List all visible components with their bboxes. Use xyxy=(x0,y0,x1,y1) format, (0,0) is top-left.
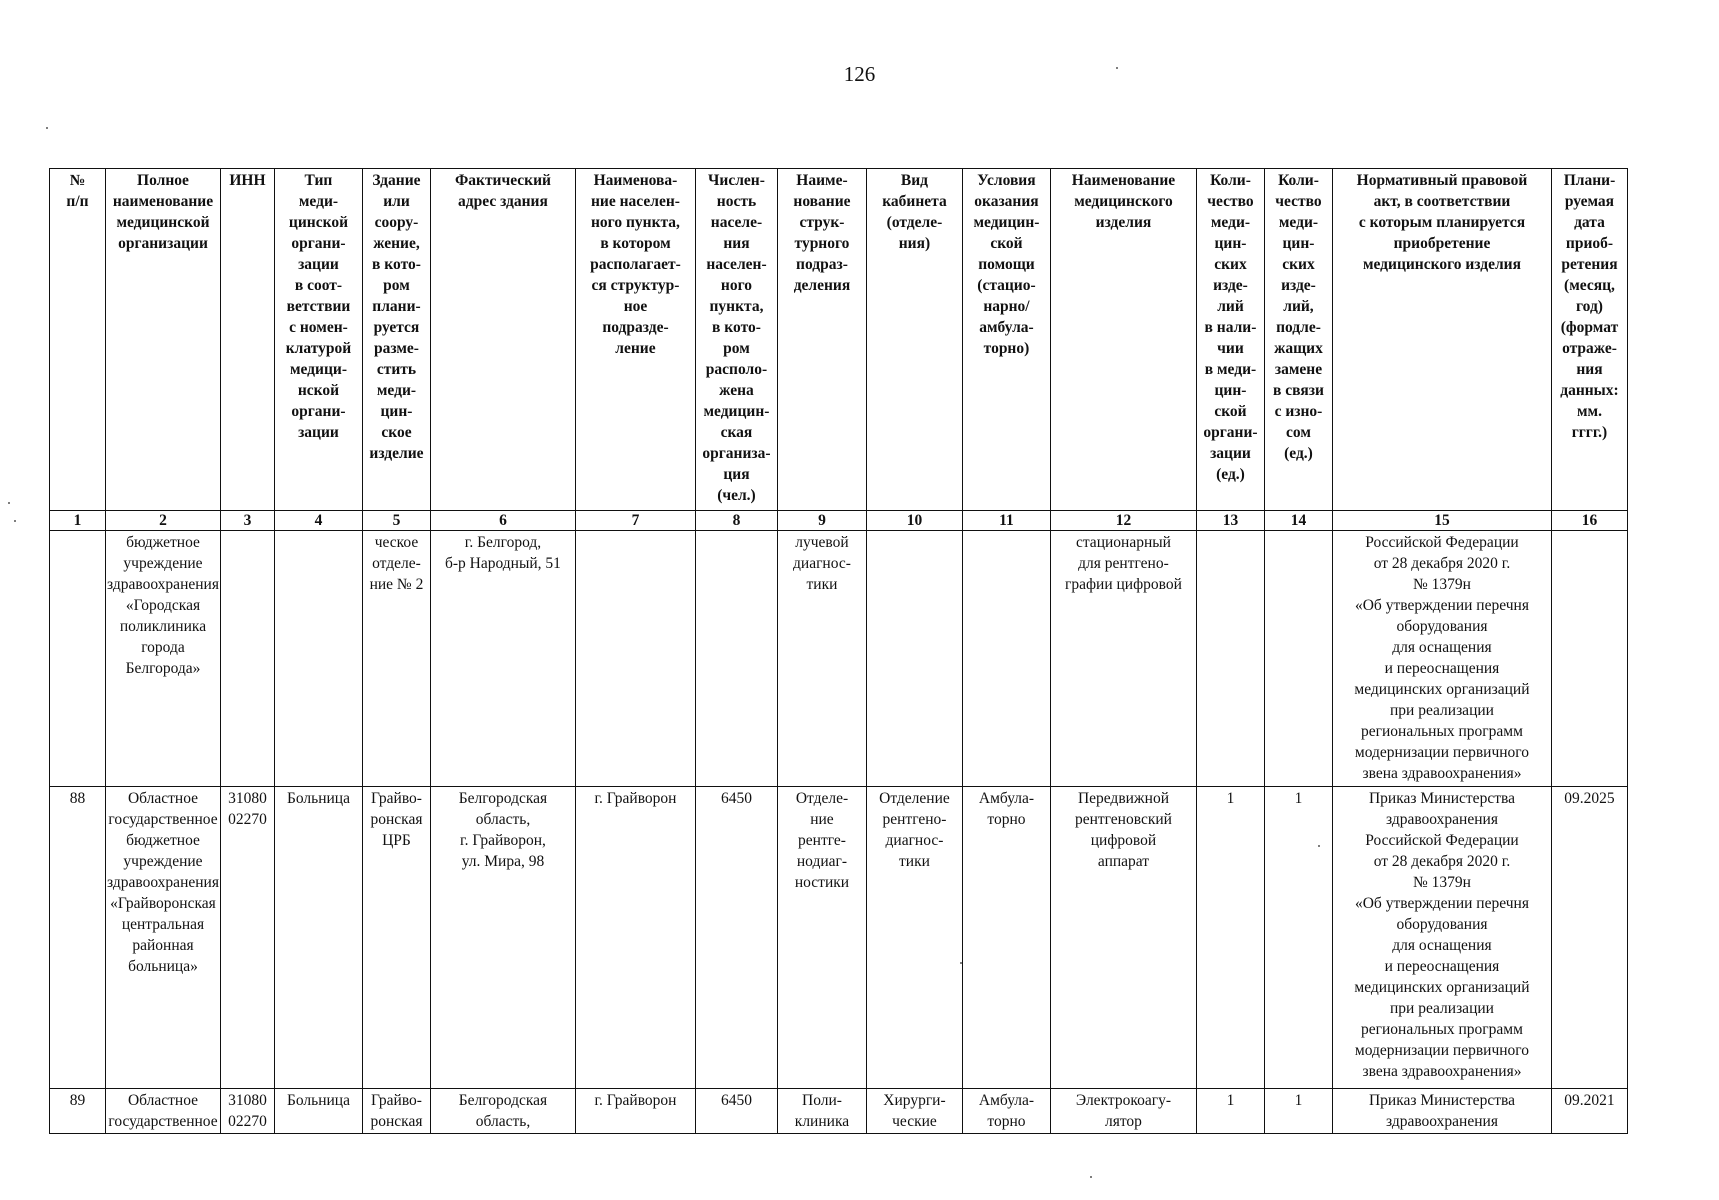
column-number: 2 xyxy=(106,511,221,531)
cell-org-name: бюджетное учреждение здравоохранения «Городская поликлиника города Белгорода» xyxy=(106,531,221,787)
cell-inn: 31080 02270 xyxy=(220,787,274,1089)
cell-conditions: Амбула- торно xyxy=(962,1089,1050,1134)
cell-population: 6450 xyxy=(695,1089,777,1134)
cell-date: 09.2021 xyxy=(1551,1089,1627,1134)
column-number: 10 xyxy=(866,511,962,531)
page-number: 126 xyxy=(843,62,876,86)
cell-inn: 31080 02270 xyxy=(220,1089,274,1134)
cell-date: 09.2025 xyxy=(1551,787,1627,1089)
scan-speck xyxy=(14,520,16,522)
cell-inn xyxy=(220,531,274,787)
cell-date xyxy=(1551,531,1627,787)
cell-locality: г. Грайворон xyxy=(575,787,695,1089)
column-number: 8 xyxy=(695,511,777,531)
table-row xyxy=(50,787,1628,1089)
cell-cabinet-type: Хирурги- ческие xyxy=(866,1089,962,1134)
cell-legal-act: Приказ Министерства здравоохранения Российской Федерации от 28 декабря 2020 г. № 1379н «Об утверждении перечня оборудования для оснащения и переоснащения медицинских организаций при реализации региональных программ модернизации первичного звена здравоохранения» xyxy=(1332,787,1551,1089)
header-cell: Наименова- ние населен- ного пункта, в котором располагает- ся структур- ное подразде- ление xyxy=(575,169,695,511)
cell-subdivision: Отделе- ние рентге- нодиаг- ностики xyxy=(777,787,866,1089)
header-cell: Плани- руемая дата приоб- ретения (месяц, год) (формат отраже- ния данных: мм. гггг.) xyxy=(1551,169,1627,511)
cell-number xyxy=(50,531,106,787)
cell-subdivision: Поли- клиника xyxy=(777,1089,866,1134)
column-number: 11 xyxy=(962,511,1050,531)
column-number: 4 xyxy=(274,511,362,531)
column-number: 9 xyxy=(777,511,866,531)
equipment-table xyxy=(49,168,1628,1134)
header-cell: Полное наименование медицинской организации xyxy=(106,169,221,511)
header-cell: Фактический адрес здания xyxy=(430,169,575,511)
cell-cabinet-type xyxy=(866,531,962,787)
cell-conditions: Амбула- торно xyxy=(962,787,1050,1089)
cell-qty-available: 1 xyxy=(1196,787,1264,1089)
table-row xyxy=(50,531,1628,787)
cell-building: Грайво- ронская ЦРБ xyxy=(362,787,430,1089)
cell-qty-replace: 1 xyxy=(1264,787,1332,1089)
column-number: 14 xyxy=(1264,511,1332,531)
cell-cabinet-type: Отделение рентгено- диагнос- тики xyxy=(866,787,962,1089)
column-number: 15 xyxy=(1332,511,1551,531)
header-cell: Коли- чество меди- цин- ских изде- лий, подле- жащих замене в связи с изно- сом (ед.) xyxy=(1264,169,1332,511)
cell-number: 89 xyxy=(50,1089,106,1134)
cell-org-type: Больница xyxy=(274,1089,362,1134)
cell-building: Грайво- ронская xyxy=(362,1089,430,1134)
column-number: 16 xyxy=(1551,511,1627,531)
scan-speck xyxy=(46,127,48,129)
cell-device-name: Электрокоагу- лятор xyxy=(1050,1089,1196,1134)
scan-speck xyxy=(960,962,962,964)
cell-org-name: Областное государственное бюджетное учреждение здравоохранения «Грайворонская центральная районная больница» xyxy=(106,787,221,1089)
cell-address: г. Белгород, б-р Народный, 51 xyxy=(430,531,575,787)
header-cell: № п/п xyxy=(50,169,106,511)
column-number: 7 xyxy=(575,511,695,531)
cell-device-name: Передвижной рентгеновский цифровой аппарат xyxy=(1050,787,1196,1089)
cell-qty-replace: 1 xyxy=(1264,1089,1332,1134)
column-number: 6 xyxy=(430,511,575,531)
cell-device-name: стационарный для рентгено- графии цифровой xyxy=(1050,531,1196,787)
cell-legal-act: Приказ Министерства здравоохранения xyxy=(1332,1089,1551,1134)
cell-address: Белгородская область, г. Грайворон, ул. Мира, 98 xyxy=(430,787,575,1089)
cell-building: ческое отделе- ние № 2 xyxy=(362,531,430,787)
column-number: 12 xyxy=(1050,511,1196,531)
cell-population: 6450 xyxy=(695,787,777,1089)
cell-org-type: Больница xyxy=(274,787,362,1089)
header-cell: Коли- чество меди- цин- ских изде- лий в нали- чии в меди- цин- ской органи- зации (ед.) xyxy=(1196,169,1264,511)
cell-legal-act: Российской Федерации от 28 декабря 2020 г. № 1379н «Об утверждении перечня оборудования для оснащения и переоснащения медицинских организаций при реализации региональных программ модернизации первичного звена здравоохранения» xyxy=(1332,531,1551,787)
cell-subdivision: лучевой диагнос- тики xyxy=(777,531,866,787)
cell-qty-available: 1 xyxy=(1196,1089,1264,1134)
table-row xyxy=(50,1089,1628,1134)
cell-number: 88 xyxy=(50,787,106,1089)
cell-org-type xyxy=(274,531,362,787)
header-cell: Нормативный правовой акт, в соответствии с которым планируется приобретение медицинского изделия xyxy=(1332,169,1551,511)
scan-speck xyxy=(1318,845,1320,847)
header-cell: Наиме- нование струк- турного подраз- деления xyxy=(777,169,866,511)
cell-locality xyxy=(575,531,695,787)
scan-speck xyxy=(1116,67,1118,69)
scan-speck xyxy=(1090,1176,1092,1178)
header-cell: Условия оказания медицин- ской помощи (стацио- нарно/ амбула- торно) xyxy=(962,169,1050,511)
header-cell: Тип меди- цинской органи- зации в соот- ветствии с номен- клатурой медици- нской органи- зации xyxy=(274,169,362,511)
scan-speck xyxy=(8,502,10,504)
cell-conditions xyxy=(962,531,1050,787)
cell-locality: г. Грайворон xyxy=(575,1089,695,1134)
cell-address: Белгородская область, xyxy=(430,1089,575,1134)
column-number-row xyxy=(50,511,1628,531)
cell-population xyxy=(695,531,777,787)
header-cell: Наименование медицинского изделия xyxy=(1050,169,1196,511)
column-number: 1 xyxy=(50,511,106,531)
cell-qty-available xyxy=(1196,531,1264,787)
table-header-row xyxy=(50,169,1628,511)
column-number: 3 xyxy=(220,511,274,531)
header-cell: ИНН xyxy=(220,169,274,511)
header-cell: Числен- ность населе- ния населен- ного пункта, в кото- ром располо- жена медицин- ская организа- ция (чел.) xyxy=(695,169,777,511)
header-cell: Здание или соору- жение, в кото- ром плани- руется разме- стить меди- цин- ское изделие xyxy=(362,169,430,511)
cell-org-name: Областное государственное xyxy=(106,1089,221,1134)
column-number: 5 xyxy=(362,511,430,531)
header-cell: Вид кабинета (отделе- ния) xyxy=(866,169,962,511)
column-number: 13 xyxy=(1196,511,1264,531)
cell-qty-replace xyxy=(1264,531,1332,787)
